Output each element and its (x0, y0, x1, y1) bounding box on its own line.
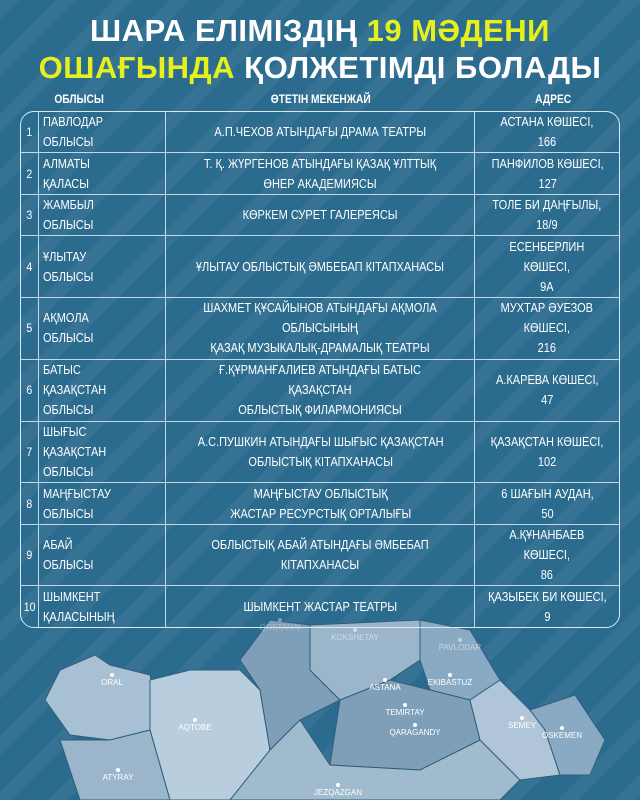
city-dot (458, 638, 462, 642)
city-label: TEMIRTAY (385, 708, 425, 717)
title-part: ҚОЛЖЕТІМДІ БОЛАДЫ (235, 50, 602, 85)
address-cell-text: А.ҚҰНАНБАЕВ КӨШЕСІ, 86 (509, 528, 585, 583)
venue-cell-text: ОБЛЫСТЫҚ АБАЙ АТЫНДАҒЫ ӘМБЕБАП КІТАПХАНАСЫ (211, 538, 430, 573)
row-number-text: 4 (26, 259, 33, 274)
row-number (21, 483, 39, 524)
city-label: PAVLODAR (438, 643, 482, 652)
city-dot (336, 783, 340, 787)
address-cell (475, 483, 619, 524)
row-number-text: 3 (26, 208, 33, 223)
venue-cell (166, 112, 475, 153)
city-label: KOKSHETAY (331, 633, 379, 642)
header-address: АДРЕС (535, 92, 572, 106)
region-cell-text: БАТЫС ҚАЗАҚСТАН ОБЛЫСЫ (43, 363, 107, 418)
venue-cell (166, 525, 475, 587)
venue-cell-text: А.П.ЧЕХОВ АТЫНДАҒЫ ДРАМА ТЕАТРЫ (214, 125, 427, 140)
table-row (21, 298, 619, 360)
row-number-text: 5 (26, 321, 33, 336)
city-label: QARAGANDY (389, 728, 441, 737)
row-number-text: 8 (26, 496, 33, 511)
address-cell (475, 195, 619, 236)
table-row (21, 422, 619, 484)
address-cell (475, 112, 619, 153)
row-number-text: 6 (26, 383, 33, 398)
region-cell (39, 525, 166, 587)
address-cell-text: ПАНФИЛОВ КӨШЕСІ, 127 (491, 156, 604, 191)
title-part: ШАРА ЕЛІМІЗДІҢ (90, 13, 367, 48)
kazakhstan-map (0, 600, 640, 800)
region-cell (39, 483, 166, 524)
venue-cell (166, 422, 475, 484)
region-cell-text: АБАЙ ОБЛЫСЫ (43, 538, 94, 573)
city-label: ORAL (101, 678, 123, 687)
address-cell-text: ЕСЕНБЕРЛИН КӨШЕСІ, 9А (509, 239, 585, 294)
venue-cell-text: ШЫМКЕНТ ЖАСТАР ТЕАТРЫ (243, 599, 398, 614)
table-row (21, 153, 619, 194)
region-cell-text: ШЫМКЕНТ ҚАЛАСЫНЫҢ (43, 589, 115, 624)
table-row (21, 112, 619, 153)
city-label: SEMEY (507, 721, 537, 730)
region-cell-text: АҚМОЛА ОБЛЫСЫ (43, 311, 94, 346)
city-dot (520, 716, 524, 720)
venue-cell (166, 236, 475, 298)
row-number-text: 1 (26, 125, 33, 140)
map-region (45, 655, 155, 740)
row-number-text: 7 (26, 444, 33, 459)
table-row (21, 525, 619, 587)
city-label: OSKEMEN (541, 731, 583, 740)
venues-table (20, 111, 620, 628)
region-cell (39, 360, 166, 422)
row-number (21, 586, 39, 627)
address-cell (475, 422, 619, 484)
table-row (21, 236, 619, 298)
city-dot (110, 673, 114, 677)
address-cell-text: 6 ШАҒЫН АУДАН, 50 (500, 486, 594, 521)
map-region (60, 730, 170, 800)
page-title (0, 12, 640, 86)
address-cell-text: ҚАЗАҚСТАН КӨШЕСІ, 102 (490, 434, 604, 469)
city-label: AQTOBE (178, 723, 212, 732)
city-dot (413, 723, 417, 727)
row-number (21, 195, 39, 236)
venue-cell (166, 298, 475, 360)
row-number (21, 422, 39, 484)
address-cell-text: А.КАРЕВА КӨШЕСІ, 47 (495, 373, 599, 408)
address-cell-text: АСТАНА КӨШЕСІ, 166 (500, 115, 594, 150)
row-number (21, 298, 39, 360)
city-label: JEZQAZGAN (313, 788, 363, 797)
row-number-text: 2 (26, 166, 33, 181)
address-cell (475, 153, 619, 194)
region-cell-text: АЛМАТЫ ҚАЛАСЫ (43, 156, 91, 191)
venue-cell (166, 195, 475, 236)
address-cell-text: МУХТАР ӘУЕЗОВ КӨШЕСІ, 216 (501, 301, 594, 356)
region-cell (39, 153, 166, 194)
row-number (21, 525, 39, 587)
city-label: EKIBASTUZ (427, 678, 473, 687)
venue-cell (166, 586, 475, 627)
city-dot (560, 726, 564, 730)
venue-cell-text: МАҢҒЫСТАУ ОБЛЫСТЫҚ ЖАСТАР РЕСУРСТЫҚ ОРТАЛЫҒЫ (229, 486, 411, 521)
city-dot (116, 768, 120, 772)
venue-cell (166, 360, 475, 422)
header-venue: ӨТЕТІН МЕКЕНЖАЙ (270, 92, 371, 106)
title-highlight: 19 МӘДЕНИ (366, 13, 550, 48)
title-highlight: ОШАҒЫНДА (38, 50, 236, 85)
venue-cell-text: КӨРКЕМ СУРЕТ ГАЛЕРЕЯСЫ (242, 208, 398, 223)
venue-cell-text: ШАХМЕТ ҚҰСАЙЫНОВ АТЫНДАҒЫ АҚМОЛА ОБЛЫСЫНЫҢ ҚАЗАҚ МУЗЫКАЛЫҚ-ДРАМАЛЫҚ ТЕАТРЫ (203, 301, 438, 356)
table-row (21, 195, 619, 236)
region-cell-text: ЖАМБЫЛ ОБЛЫСЫ (43, 198, 95, 233)
city-label: QOSTANAI (259, 623, 301, 632)
row-number (21, 112, 39, 153)
address-cell (475, 360, 619, 422)
city-dot (403, 703, 407, 707)
address-cell-text: ТОЛЕ БИ ДАҢҒЫЛЫ, 18/9 (492, 198, 602, 233)
region-cell-text: ШЫҒЫС ҚАЗАҚСТАН ОБЛЫСЫ (43, 424, 107, 479)
city-dot (448, 673, 452, 677)
venue-cell (166, 483, 475, 524)
row-number (21, 153, 39, 194)
table-row (21, 483, 619, 524)
region-cell (39, 298, 166, 360)
address-cell (475, 525, 619, 587)
address-cell (475, 586, 619, 627)
city-label: ASTANA (369, 683, 401, 692)
row-number-text: 10 (23, 599, 36, 614)
row-number-text: 9 (26, 548, 33, 563)
table-row (21, 586, 619, 627)
region-cell (39, 422, 166, 484)
region-cell (39, 112, 166, 153)
venue-cell-text: Ғ.ҚҰРМАНҒАЛИЕВ АТЫНДАҒЫ БАТЫС ҚАЗАҚСТАН ОБЛЫСТЫҚ ФИЛАРМОНИЯСЫ (219, 363, 422, 418)
region-cell (39, 195, 166, 236)
region-cell (39, 586, 166, 627)
table-row (21, 360, 619, 422)
city-label: ATYRAY (102, 773, 134, 782)
address-cell (475, 236, 619, 298)
venue-cell-text: А.С.ПУШКИН АТЫНДАҒЫ ШЫҒЫС ҚАЗАҚСТАН ОБЛЫСТЫҚ КІТАПХАНАСЫ (197, 434, 444, 469)
venue-cell (166, 153, 475, 194)
header-region: ОБЛЫСЫ (54, 92, 104, 106)
row-number (21, 360, 39, 422)
city-dot (353, 628, 357, 632)
venue-cell-text: Т. Қ. ЖҮРГЕНОВ АТЫНДАҒЫ ҚАЗАҚ ҰЛТТЫҚ ӨНЕР АКАДЕМИЯСЫ (204, 156, 437, 191)
city-dot (193, 718, 197, 722)
address-cell (475, 298, 619, 360)
region-cell-text: ҰЛЫТАУ ОБЛЫСЫ (43, 249, 94, 284)
city-dot (383, 678, 387, 682)
row-number (21, 236, 39, 298)
region-cell-text: ПАВЛОДАР ОБЛЫСЫ (43, 115, 104, 150)
venue-cell-text: ҰЛЫТАУ ОБЛЫСТЫҚ ӘМБЕБАП КІТАПХАНАСЫ (196, 259, 445, 274)
region-cell (39, 236, 166, 298)
address-cell-text: ҚАЗЫБЕК БИ КӨШЕСІ, 9 (487, 589, 607, 624)
region-cell-text: МАҢҒЫСТАУ ОБЛЫСЫ (43, 486, 112, 521)
